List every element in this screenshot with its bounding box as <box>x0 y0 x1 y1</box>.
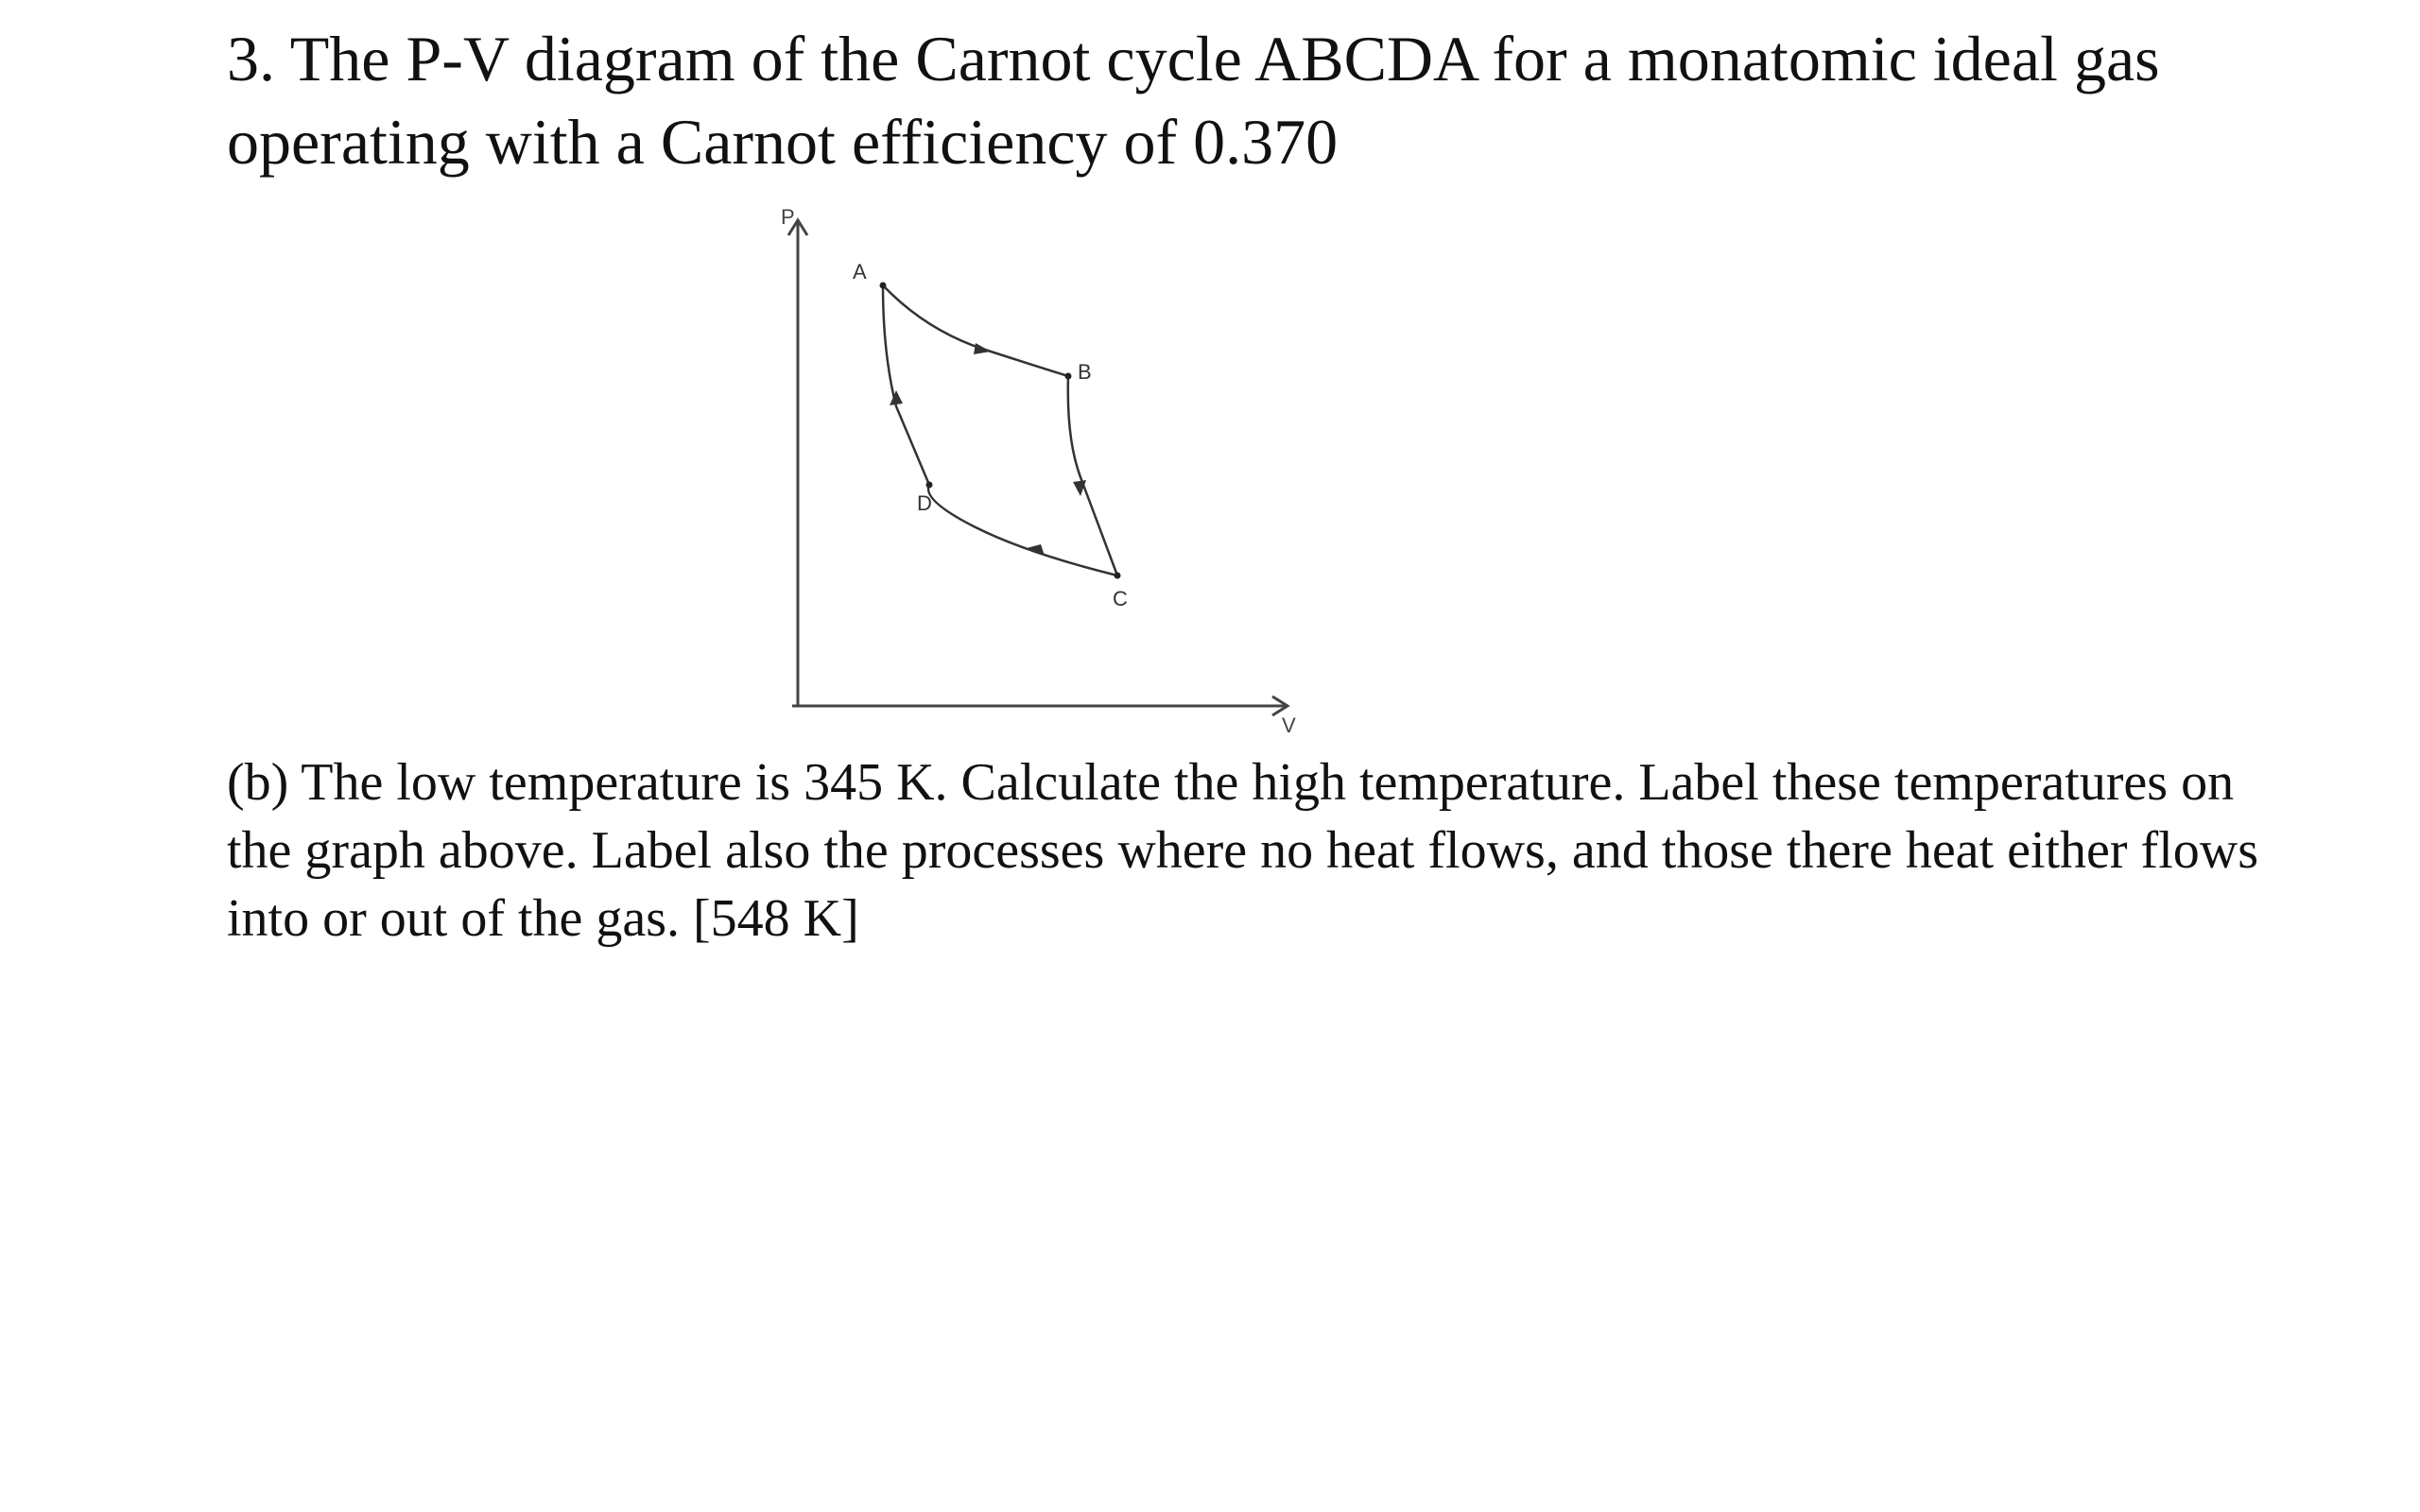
axes <box>788 220 1288 715</box>
process-da <box>883 285 929 485</box>
point-a <box>880 283 887 289</box>
pv-diagram <box>756 194 1342 751</box>
point-d <box>926 482 933 489</box>
point-c <box>1115 573 1121 579</box>
point-b <box>1065 373 1072 380</box>
direction-arrows <box>890 343 1086 556</box>
arrow-da <box>890 390 903 405</box>
process-bc <box>1068 376 1117 576</box>
v-axis-label: V <box>1282 713 1296 737</box>
question-part-b: (b) The low temperature is 345 K. Calculate the high temperature. Label these temperatures on the graph above. Label also the processes where no heat flows, and those there heat either flows into or out of the gas. [548 K] <box>227 753 2258 948</box>
corner-points <box>880 283 1121 579</box>
point-b-label: B <box>1078 360 1092 384</box>
point-d-label: D <box>917 491 932 515</box>
process-ab <box>883 285 1068 376</box>
cycle-curves <box>883 285 1117 576</box>
question-title: 3. The P-V diagram of the Carnot cycle ABCDA for a monatomic ideal gas operating with a Carnot efficiency of 0.370 <box>227 23 2160 178</box>
p-axis-label: P <box>781 205 795 229</box>
arrow-ab <box>974 343 991 354</box>
point-c-label: C <box>1113 587 1128 610</box>
point-a-label: A <box>853 260 867 284</box>
